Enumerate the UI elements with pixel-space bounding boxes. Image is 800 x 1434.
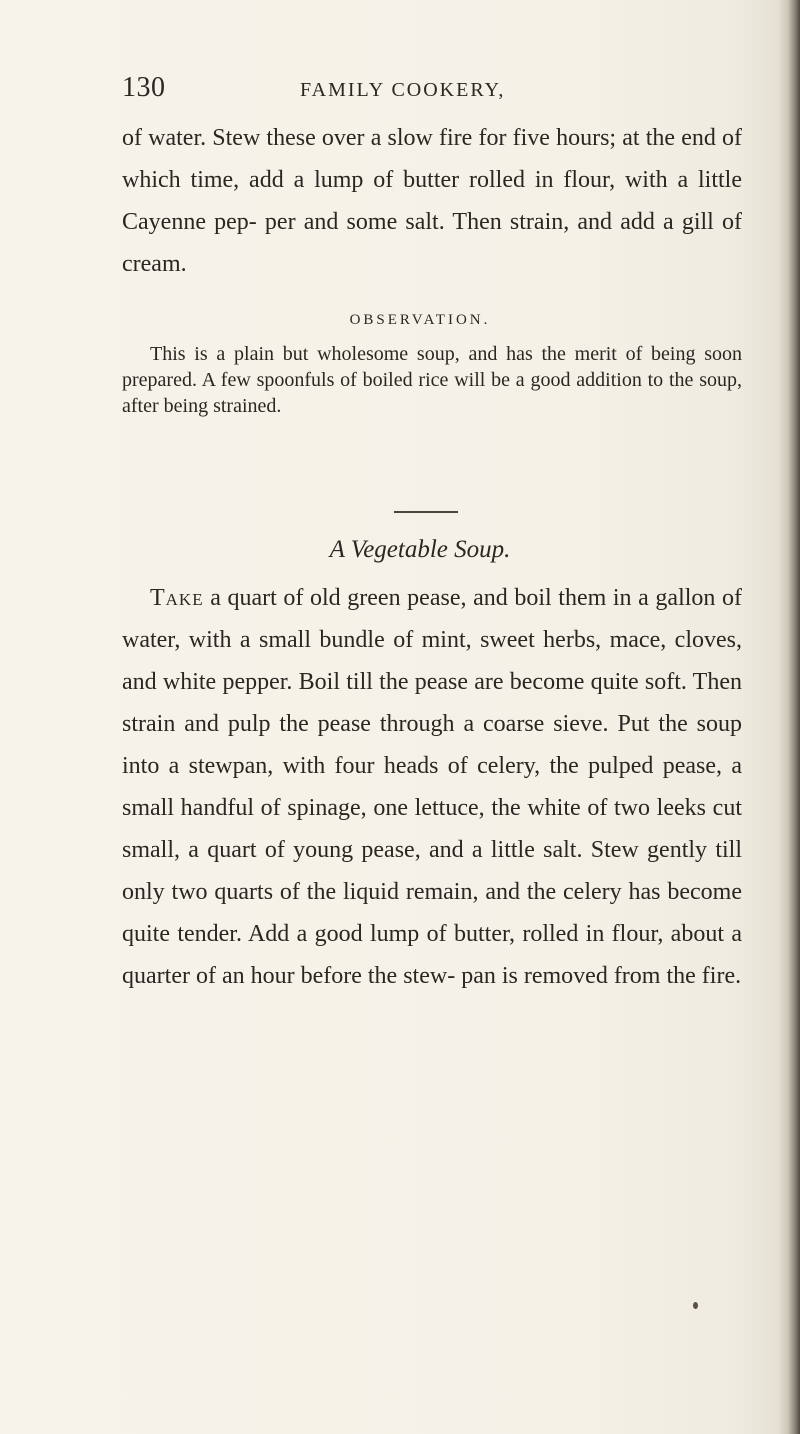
running-head: FAMILY COOKERY, (300, 79, 506, 101)
recipe-text: a quart of old green pease, and boil them in a gallon of water, with a small bundle of mint, sweet herbs, mace, cloves, and white pepper. Boil till the pease are become quite soft. Then strain and pulp the pease through a coarse sieve. Put the soup into a stewpan, with four heads of celery, the pulped pease, a small handful of spinage, one lettuce, the white of two leeks cut small, a quart of young pease, and a little salt. Stew gently till only two quarts of the liquid remain, and the celery has become quite tender. Add a good lump of butter, rolled in flour, about a quarter of an hour before the stew- pan is removed from the fire. (122, 585, 742, 989)
recipe-paragraph (122, 577, 742, 997)
section-divider (394, 511, 458, 513)
continued-paragraph-text: of water. Stew these over a slow fire for five hours; at the end of which time, add a lump of butter rolled in flour, with a little Cayenne pep- per and some salt. Then strain, and add a gill of cream. (122, 125, 742, 277)
recipe-title: A Vegetable Soup. (329, 536, 511, 563)
page-binding-edge (778, 0, 800, 1434)
observation-paragraph (122, 341, 742, 419)
page-header (0, 66, 800, 110)
recipe-first-word: Take (150, 585, 204, 611)
page-number: 130 (122, 72, 166, 103)
observation-text: This is a plain but wholesome soup, and has the merit of being soon prepared. A few spoonfuls of boiled rice will be a good addition to the soup, after being strained. (122, 343, 742, 417)
print-speck (693, 1302, 698, 1309)
recipe-paragraph-body (122, 577, 742, 997)
continued-paragraph (122, 117, 742, 285)
observation-heading: OBSERVATION. (349, 312, 491, 328)
